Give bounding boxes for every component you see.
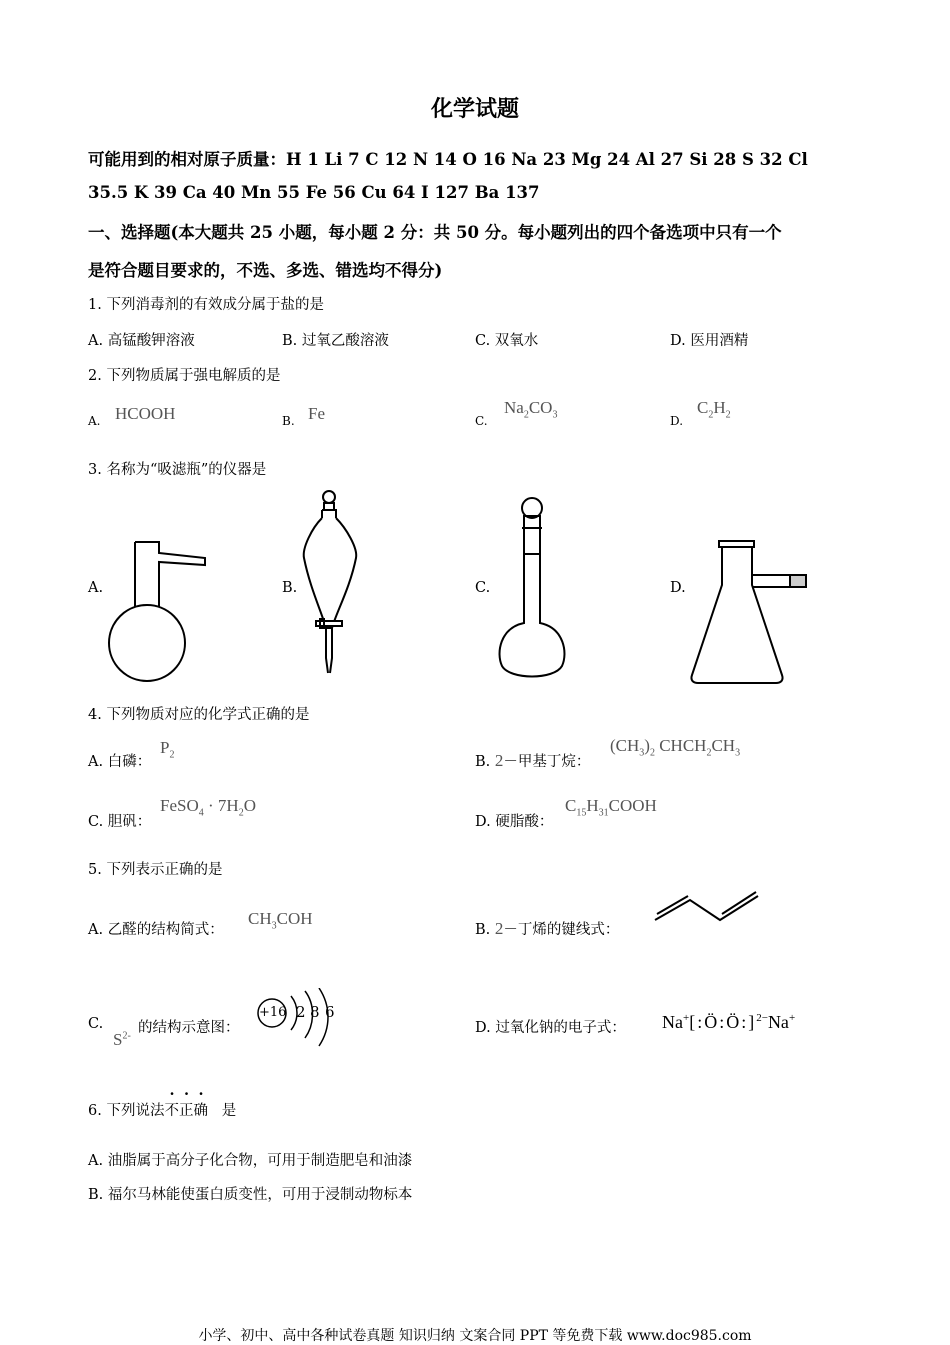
question-3-stem: 3. 名称为“吸滤瓶”的仪器是	[88, 462, 267, 478]
question-4-option-d-label: D. 硬脂酸：	[475, 814, 554, 830]
page-title: 化学试题	[430, 96, 519, 122]
question-2-option-b-label: B.	[282, 414, 295, 428]
question-4-option-b-label: B. 2－甲基丁烷：	[475, 751, 591, 770]
question-4-option-c-formula: FeSO$_4$ · $7H_2O$	[160, 796, 256, 819]
question-1-option-d: D. 医用酒精	[670, 333, 749, 349]
question-2-option-a-formula: HCOOH	[115, 404, 176, 423]
nucleus-charge: +16	[259, 1005, 287, 1020]
question-3-option-b-label: B.	[282, 580, 298, 596]
apparatus-a-distilling-flask-icon	[100, 535, 215, 685]
question-4-stem: 4. 下列物质对应的化学式正确的是	[88, 707, 310, 723]
question-3-option-c-label: C.	[475, 580, 491, 596]
section-heading-line-2: 是符合题目要求的，不选、多选、错选均不得分)	[88, 261, 443, 280]
question-3-option-a-label: A.	[88, 580, 104, 596]
question-6-option-b: B. 福尔马林能使蛋白质变性，可用于浸制动物标本	[88, 1187, 413, 1203]
section-heading-line-1: 一、选择题(本大题共 25 小题，每小题 2 分：共 50 分。每小题列出的四个备选项中只有一个	[88, 223, 782, 242]
question-1-option-a: A. 高锰酸钾溶液	[88, 333, 195, 349]
question-3-option-d-label: D.	[670, 580, 686, 596]
question-5-option-a-label: A. 乙醛的结构简式：	[88, 922, 224, 938]
sulfide-ion-label: $S^{2-}$	[113, 1030, 131, 1049]
question-2-option-d-formula: $C_2H_2$	[697, 398, 731, 421]
apparatus-d-suction-flask-icon	[686, 535, 811, 685]
question-4-option-a-label: A. 白磷：	[88, 754, 152, 770]
question-5-option-c-label: C.	[88, 1016, 104, 1032]
apparatus-b-separatory-funnel-icon	[298, 488, 368, 683]
question-2-option-c-formula: $Na_2CO_3$	[504, 398, 558, 421]
question-2-stem: 2. 下列物质属于强电解质的是	[88, 368, 281, 384]
question-1-stem: 1. 下列消毒剂的有效成分属于盐的是	[88, 297, 324, 313]
question-4-option-b-formula: $(CH_3)_2$ $CHCH_2CH_3$	[610, 736, 741, 759]
atomic-masses-line-2: 35.5 K 39 Ca 40 Mn 55 Fe 56 Cu 64 I 127 Ba 137	[88, 183, 540, 202]
question-6-stem: 6. 下列说法不正确 是	[88, 1103, 237, 1119]
question-4-option-d-formula: $C_{15}H_{31}COOH$	[565, 796, 657, 819]
question-2-option-b-formula: Fe	[308, 404, 325, 423]
electron-shell-2: 8	[310, 1003, 320, 1021]
question-2-option-c-label: C.	[475, 414, 488, 428]
question-5-stem: 5. 下列表示正确的是	[88, 862, 223, 878]
question-2-option-d-label: D.	[670, 414, 684, 428]
page-footer: 小学、初中、高中各种试卷真题 知识归纳 文案合同 PPT 等免费下载 www.doc985.com	[198, 1328, 752, 1344]
electron-shell-1: 2	[296, 1003, 306, 1021]
apparatus-c-volumetric-flask-icon	[490, 488, 580, 683]
question-5-option-b-label: B. 2－丁烯的键线式：	[475, 919, 620, 938]
sodium-peroxide-electron-formula: Na+[:Ö:Ö:]$^{2-}$Na+	[662, 1012, 796, 1032]
butene-skeletal-formula-icon	[652, 890, 764, 926]
question-1-option-c: C. 双氧水	[475, 333, 539, 349]
question-5-option-c-text: 的结构示意图：	[138, 1020, 240, 1036]
atomic-masses-line-1: 可能用到的相对原子质量：H 1 Li 7 C 12 N 14 O 16 Na 23 Mg 24 Al 27 Si 28 S 32 Cl	[88, 150, 808, 169]
question-4-option-c-label: C. 胆矾：	[88, 814, 152, 830]
question-4-option-a-formula: $P_2$	[160, 738, 175, 761]
question-6-option-a: A. 油脂属于高分子化合物，可用于制造肥皂和油漆	[88, 1153, 413, 1169]
question-5-option-d-label: D. 过氧化钠的电子式：	[475, 1020, 626, 1036]
question-2-option-a-label: A.	[88, 414, 101, 428]
question-5-option-a-formula: $CH_3COH$	[248, 909, 313, 932]
electron-shell-3: 6	[325, 1003, 335, 1021]
question-1-option-b: B. 过氧乙酸溶液	[282, 333, 389, 349]
